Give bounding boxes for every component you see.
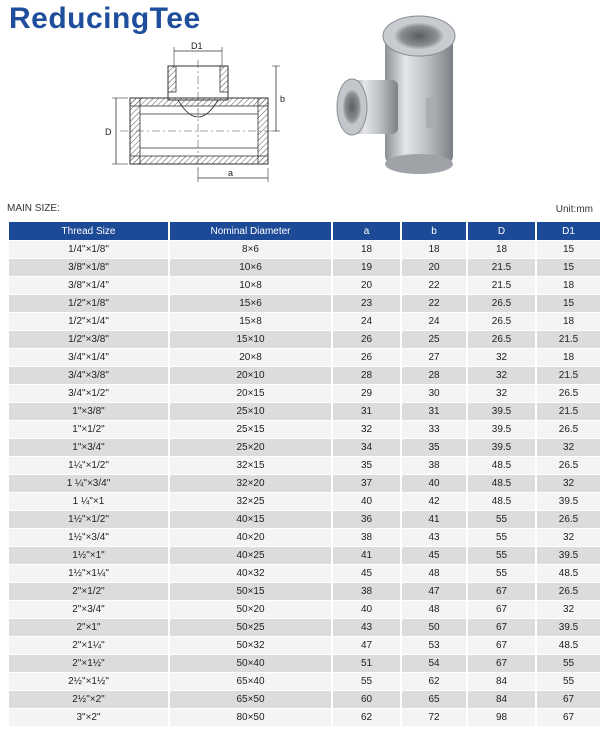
cell-thread-size: 2"×1" [9,619,168,636]
cell-b: 30 [402,385,466,402]
cell-thread-size: 2"×1/2" [9,583,168,600]
cell-nominal-diameter: 32×15 [170,457,331,474]
cell-b: 54 [402,655,466,672]
cell-d1: 21.5 [537,367,600,384]
cell-thread-size: 1/4"×1/8" [9,241,168,258]
cell-b: 18 [402,241,466,258]
cell-thread-size: 2"×3/4" [9,601,168,618]
cell-nominal-diameter: 25×10 [170,403,331,420]
dim-label-d1: D1 [191,41,203,51]
cell-b: 22 [402,295,466,312]
cell-d1: 15 [537,259,600,276]
table-row [9,277,600,294]
cell-a: 26 [333,349,400,366]
cell-nominal-diameter: 20×8 [170,349,331,366]
page-title: ReducingTee [9,2,201,35]
cell-b: 40 [402,475,466,492]
cell-nominal-diameter: 15×10 [170,331,331,348]
cell-b: 33 [402,421,466,438]
header-b: b [402,222,466,240]
table-row [9,601,600,618]
cell-a: 40 [333,493,400,510]
cell-nominal-diameter: 40×15 [170,511,331,528]
header-thread-size: Thread Size [9,222,168,240]
cell-thread-size: 1/2"×3/8" [9,331,168,348]
table-row [9,583,600,600]
cell-thread-size: 1½"×1¼" [9,565,168,582]
table-row [9,259,600,276]
cell-d1: 55 [537,673,600,690]
cell-b: 72 [402,709,466,726]
table-row [9,295,600,312]
cell-thread-size: 1 ¼"×1 [9,493,168,510]
cell-nominal-diameter: 32×20 [170,475,331,492]
cell-d: 67 [468,601,535,618]
cell-d: 39.5 [468,403,535,420]
cell-b: 38 [402,457,466,474]
cell-d: 48.5 [468,457,535,474]
cell-b: 20 [402,259,466,276]
cell-b: 62 [402,673,466,690]
cell-thread-size: 1/2"×1/4" [9,313,168,330]
cell-a: 43 [333,619,400,636]
cell-d1: 18 [537,277,600,294]
cell-a: 28 [333,367,400,384]
technical-drawing [100,38,300,188]
table-row [9,511,600,528]
cell-d: 26.5 [468,313,535,330]
table-row [9,691,600,708]
cell-thread-size: 2½"×2" [9,691,168,708]
table-row [9,403,600,420]
cell-nominal-diameter: 20×15 [170,385,331,402]
cell-thread-size: 1"×1/2" [9,421,168,438]
cell-thread-size: 3"×2" [9,709,168,726]
cell-d1: 48.5 [537,565,600,582]
cell-a: 26 [333,331,400,348]
table-row [9,565,600,582]
table-row [9,331,600,348]
cell-thread-size: 1¼"×1/2" [9,457,168,474]
cell-d: 48.5 [468,493,535,510]
table-row [9,655,600,672]
dim-label-a: a [228,168,234,178]
cell-a: 51 [333,655,400,672]
table-row [9,313,600,330]
cell-b: 31 [402,403,466,420]
cell-thread-size: 2"×1¼" [9,637,168,654]
cell-a: 40 [333,601,400,618]
cell-thread-size: 1"×3/8" [9,403,168,420]
table-row [9,457,600,474]
table-row [9,421,600,438]
cell-nominal-diameter: 50×20 [170,601,331,618]
cell-d: 21.5 [468,277,535,294]
cell-d: 39.5 [468,439,535,456]
cell-d: 84 [468,691,535,708]
cell-thread-size: 3/8"×1/8" [9,259,168,276]
cell-nominal-diameter: 50×40 [170,655,331,672]
dim-label-d: D [105,127,112,137]
header-d: D [468,222,535,240]
table-row [9,529,600,546]
cell-d: 55 [468,547,535,564]
cell-a: 31 [333,403,400,420]
cell-thread-size: 3/4"×1/4" [9,349,168,366]
cell-d1: 67 [537,709,600,726]
cell-d1: 26.5 [537,583,600,600]
cell-nominal-diameter: 65×40 [170,673,331,690]
cell-a: 32 [333,421,400,438]
cell-nominal-diameter: 40×25 [170,547,331,564]
cell-b: 41 [402,511,466,528]
cell-d: 26.5 [468,331,535,348]
cell-nominal-diameter: 50×15 [170,583,331,600]
cell-thread-size: 2½"×1½" [9,673,168,690]
cell-b: 50 [402,619,466,636]
cell-d: 84 [468,673,535,690]
cell-thread-size: 3/4"×1/2" [9,385,168,402]
dim-label-b: b [280,94,286,104]
table-row [9,673,600,690]
cell-d: 55 [468,565,535,582]
cell-nominal-diameter: 10×8 [170,277,331,294]
cell-d1: 39.5 [537,493,600,510]
cell-d1: 39.5 [537,547,600,564]
cell-a: 47 [333,637,400,654]
cell-b: 47 [402,583,466,600]
cell-a: 37 [333,475,400,492]
cell-a: 19 [333,259,400,276]
cell-nominal-diameter: 20×10 [170,367,331,384]
cell-a: 60 [333,691,400,708]
table-row [9,709,600,726]
cell-d: 32 [468,367,535,384]
cell-a: 62 [333,709,400,726]
cell-d1: 32 [537,601,600,618]
cell-a: 34 [333,439,400,456]
table-row [9,475,600,492]
table-row [9,619,600,636]
cell-nominal-diameter: 40×20 [170,529,331,546]
cell-thread-size: 3/8"×1/4" [9,277,168,294]
cell-b: 35 [402,439,466,456]
cell-thread-size: 1½"×3/4" [9,529,168,546]
cell-d1: 32 [537,475,600,492]
cell-thread-size: 1½"×1" [9,547,168,564]
cell-d1: 55 [537,655,600,672]
table-row [9,637,600,654]
cell-b: 22 [402,277,466,294]
header-a: a [333,222,400,240]
cell-b: 48 [402,565,466,582]
table-row [9,241,600,258]
cell-thread-size: 1 ¼"×3/4" [9,475,168,492]
cell-b: 25 [402,331,466,348]
cell-thread-size: 1/2"×1/8" [9,295,168,312]
cell-b: 43 [402,529,466,546]
cell-d: 48.5 [468,475,535,492]
cell-a: 36 [333,511,400,528]
cell-thread-size: 1½"×1/2" [9,511,168,528]
cell-b: 27 [402,349,466,366]
cell-nominal-diameter: 40×32 [170,565,331,582]
header-d1: D1 [537,222,600,240]
cell-thread-size: 3/4"×3/8" [9,367,168,384]
cell-nominal-diameter: 32×25 [170,493,331,510]
cell-nominal-diameter: 25×15 [170,421,331,438]
cell-a: 45 [333,565,400,582]
cell-d1: 67 [537,691,600,708]
product-photo [330,6,480,188]
table-row [9,439,600,456]
cell-d1: 18 [537,349,600,366]
cell-d1: 32 [537,439,600,456]
cell-d: 67 [468,583,535,600]
cell-b: 45 [402,547,466,564]
cell-d1: 21.5 [537,403,600,420]
table-header-row [9,222,600,240]
cell-d: 26.5 [468,295,535,312]
cell-a: 38 [333,583,400,600]
cell-d1: 39.5 [537,619,600,636]
cell-d: 32 [468,385,535,402]
cell-d1: 32 [537,529,600,546]
cell-d1: 26.5 [537,457,600,474]
table-row [9,493,600,510]
cell-b: 42 [402,493,466,510]
cell-d1: 48.5 [537,637,600,654]
cell-nominal-diameter: 80×50 [170,709,331,726]
cell-nominal-diameter: 15×6 [170,295,331,312]
cell-nominal-diameter: 65×50 [170,691,331,708]
cell-nominal-diameter: 10×6 [170,259,331,276]
cell-b: 28 [402,367,466,384]
cell-thread-size: 1"×3/4" [9,439,168,456]
cell-a: 18 [333,241,400,258]
cell-d: 21.5 [468,259,535,276]
cell-nominal-diameter: 50×25 [170,619,331,636]
cell-b: 65 [402,691,466,708]
cell-d1: 21.5 [537,331,600,348]
table-row [9,547,600,564]
cell-a: 38 [333,529,400,546]
cell-d: 18 [468,241,535,258]
cell-b: 53 [402,637,466,654]
cell-d: 39.5 [468,421,535,438]
cell-thread-size: 2"×1½" [9,655,168,672]
main-size-label: MAIN SIZE: [7,203,60,214]
cell-d1: 26.5 [537,511,600,528]
cell-d: 32 [468,349,535,366]
cell-b: 24 [402,313,466,330]
cell-d: 55 [468,511,535,528]
cell-d1: 26.5 [537,421,600,438]
cell-a: 24 [333,313,400,330]
unit-label: Unit:mm [555,204,593,215]
cell-d: 98 [468,709,535,726]
cell-d: 55 [468,529,535,546]
cell-a: 20 [333,277,400,294]
cell-d1: 15 [537,241,600,258]
table-row [9,367,600,384]
cell-nominal-diameter: 8×6 [170,241,331,258]
cell-d1: 18 [537,313,600,330]
cell-d: 67 [468,655,535,672]
table-row [9,349,600,366]
cell-d1: 15 [537,295,600,312]
cell-nominal-diameter: 50×32 [170,637,331,654]
header-nominal-diameter: Nominal Diameter [170,222,331,240]
cell-nominal-diameter: 25×20 [170,439,331,456]
cell-a: 23 [333,295,400,312]
cell-d: 67 [468,619,535,636]
cell-a: 35 [333,457,400,474]
cell-b: 48 [402,601,466,618]
cell-nominal-diameter: 15×8 [170,313,331,330]
cell-a: 41 [333,547,400,564]
table-row [9,385,600,402]
cell-d: 67 [468,637,535,654]
cell-d1: 26.5 [537,385,600,402]
cell-a: 55 [333,673,400,690]
cell-a: 29 [333,385,400,402]
size-table [7,221,602,727]
